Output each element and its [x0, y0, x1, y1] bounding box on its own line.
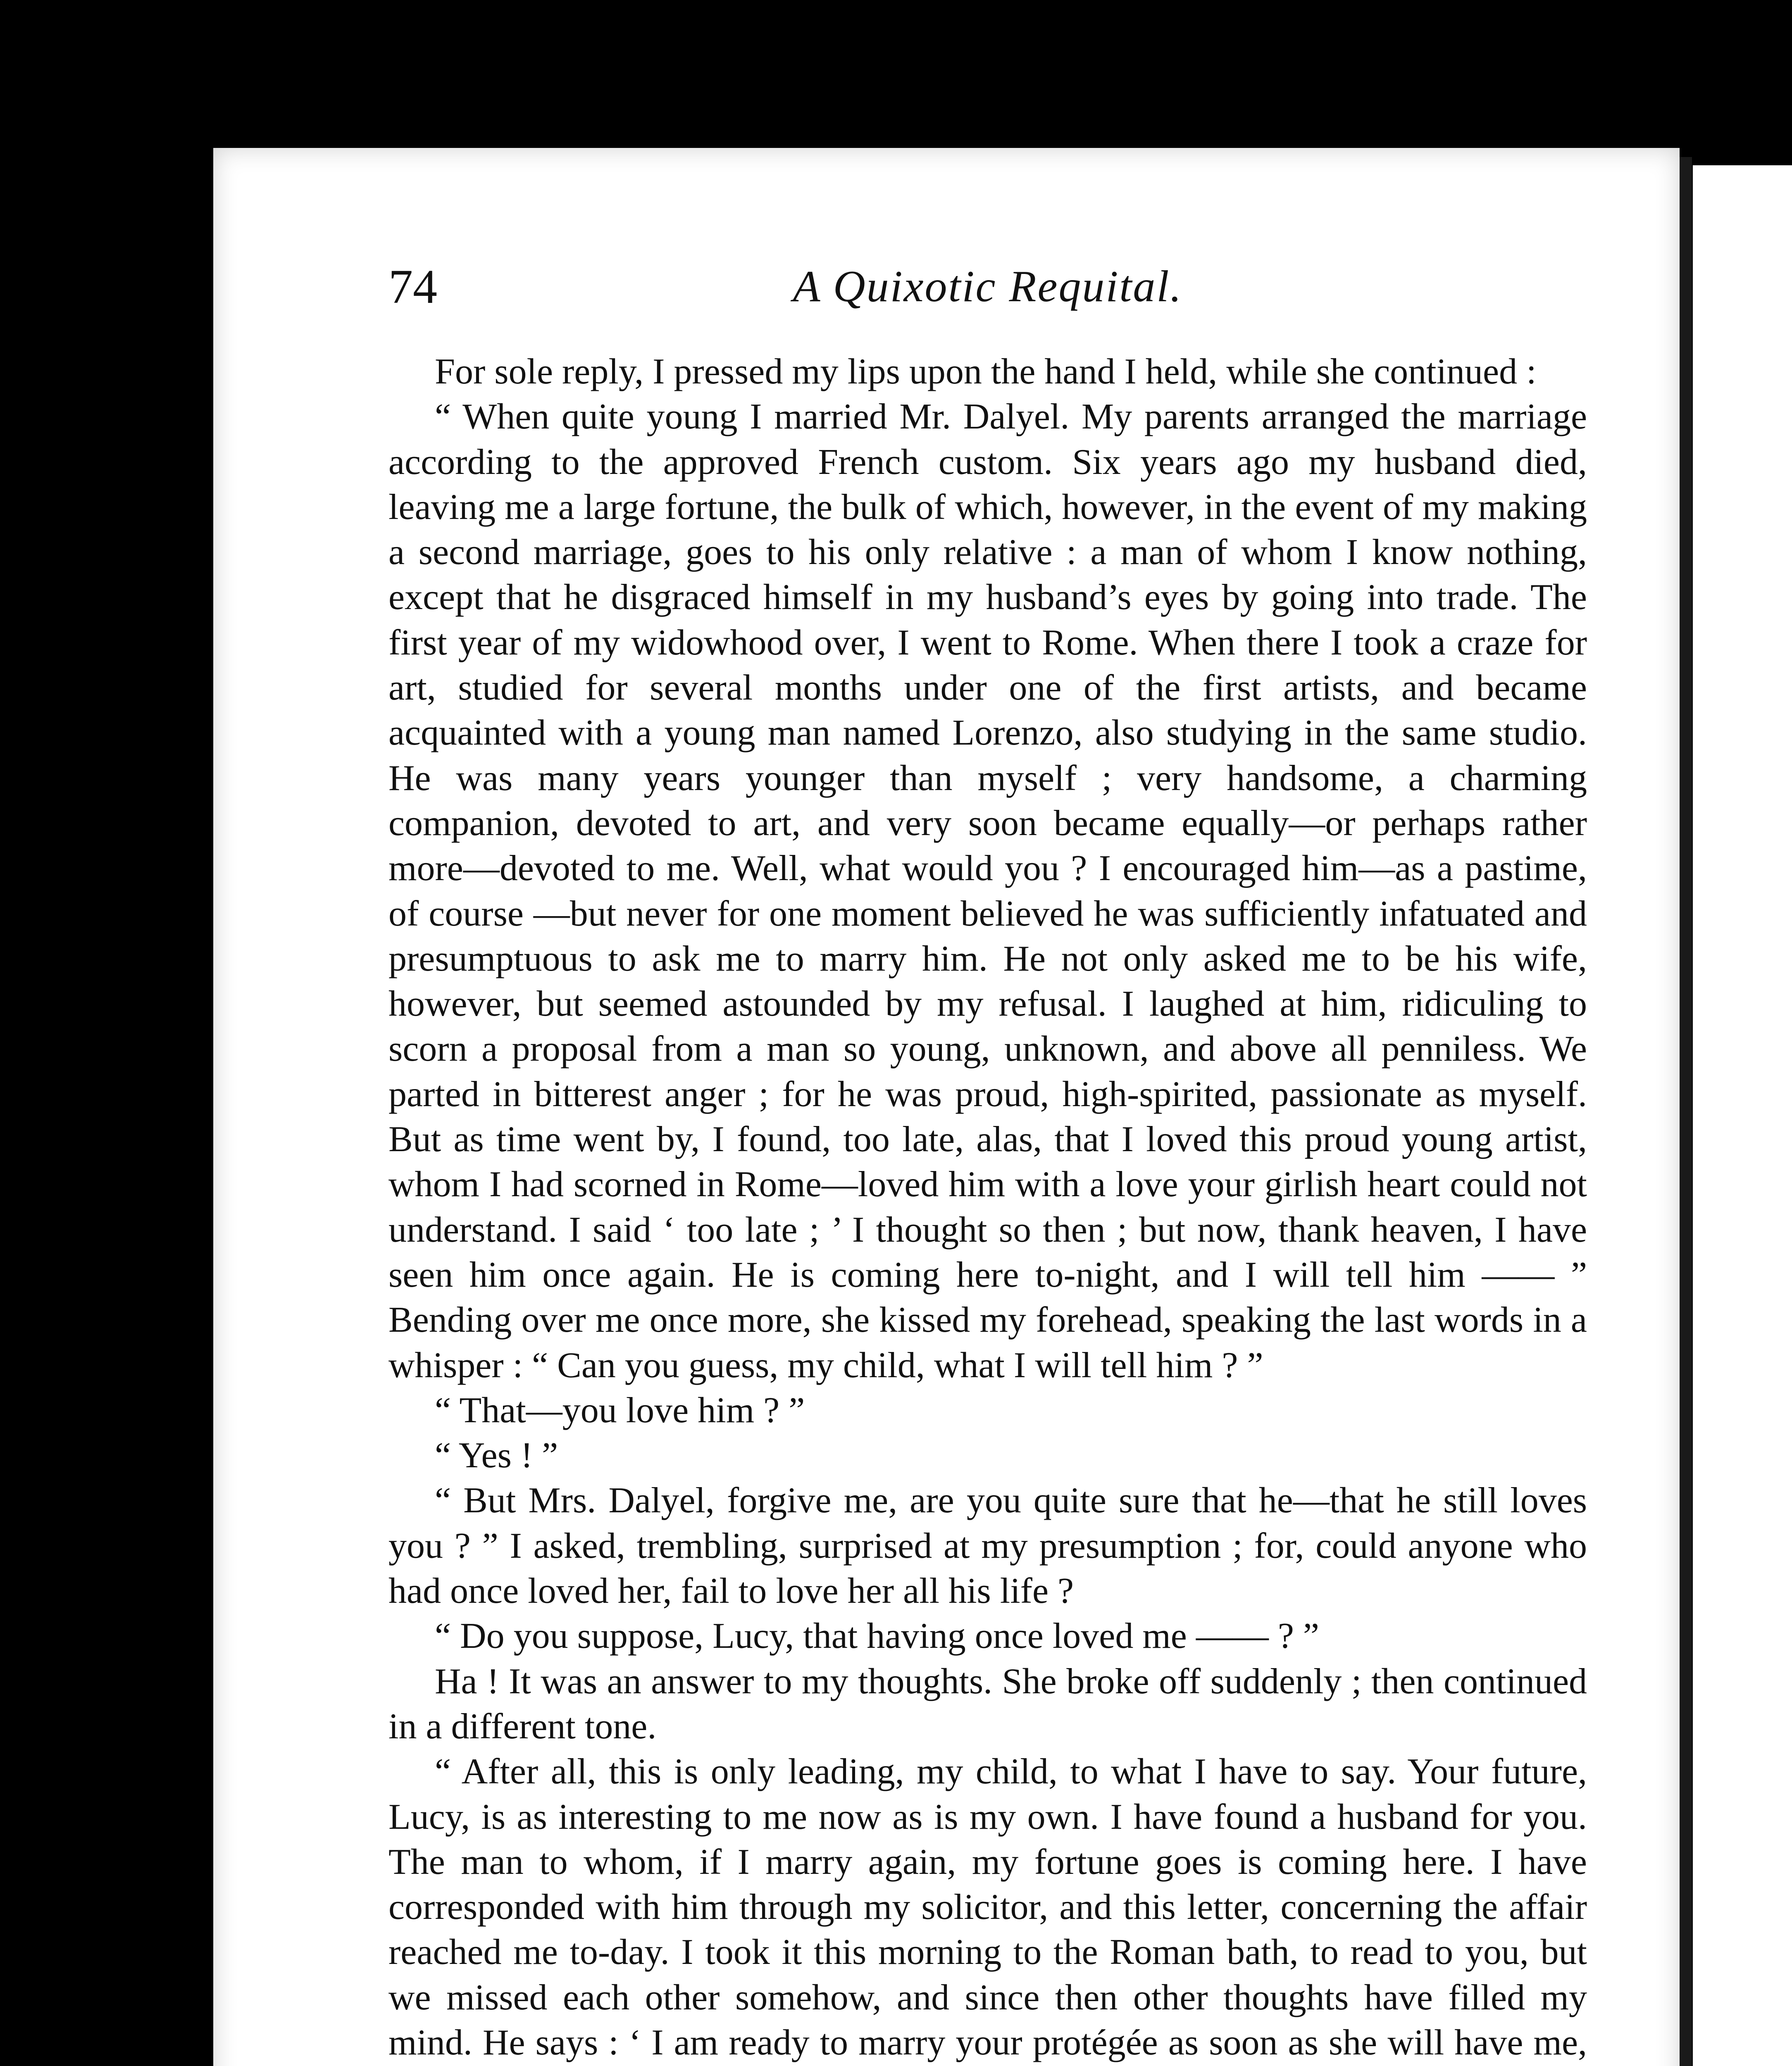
page-header: [388, 250, 1587, 324]
paragraph: Ha ! It was an answer to my thoughts. She broke off suddenly ; then continued in a different tone.: [388, 1661, 1587, 1747]
paragraph: “ When quite young I married Mr. Dalyel. My parents arranged the marriage according to the approved French custom. Six years ago my husband died, leaving me a large fortune, the bulk of which, however, in the event of my making a second marriage, goes to his only relative : a man of whom I know nothing, except that he disgraced himself in my husband’s eyes by going into trade. The first year of my widowhood over, I went to Rome. When there I took a craze for art, studied for several months under one of the first artists, and became acquainted with a young man named Lorenzo, also studying in the same studio. He was many years younger than myself ; very handsome, a charming companion, devoted to art, and very soon became equally—or perhaps rather more—devoted to me. Well, what would you ? I encouraged him—as a pastime, of course —but never for one moment believed he was sufficiently infatuated and presumptuous to ask me to marry him. He not only asked me to be his wife, however, but seemed astounded by my refusal. I laughed at him, ridiculing to scorn a proposal from a man so young, unknown, and above all penniless. We parted in bitterest anger ; for he was proud, high-spirited, passionate as myself. But as time went by, I found, too late, alas, that I loved this proud young artist, whom I had scorned in Rome—loved him with a love your girlish heart could not understand. I said ‘ too late ; ’ I thought so then ; but now, thank heaven, I have seen him once again. He is coming here to-night, and I will tell him —— ” Bending over me once more, she kissed my forehead, speaking the last words in a whisper : “ Can you guess, my child, what I will tell him ? ”: [388, 397, 1587, 1385]
paragraph: “ But Mrs. Dalyel, forgive me, are you quite sure that he—that he still loves you ? ” I asked, trembling, surprised at my presumption ; for, could anyone who had once loved her, fail to love her all his life ?: [388, 1480, 1587, 1611]
page-body: [388, 349, 1587, 2066]
paragraph: “ After all, this is only leading, my child, to what I have to say. Your future, Lucy, is as interesting to me now as is my own. I have found a husband for you. The man to whom, if I marry again, my fortune goes is coming here. I have corresponded with him through my solicitor, and this letter, concerning the affair reached me to-day. I took it this morning to the Roman bath, to read to you, but we missed each other somehow, and since then other thoughts have filled my mind. He says : ‘ I am ready to marry your protégée as soon as she will have me,: [388, 1752, 1587, 2063]
paragraph: “ Do you suppose, Lucy, that having once loved me —— ? ”: [435, 1616, 1319, 1657]
running-title: A Quixotic Requital.: [793, 262, 1183, 311]
page-number: 74: [388, 259, 437, 314]
paragraph: “ That—you love him ? ”: [435, 1390, 805, 1430]
page-gutter-edge: [1680, 157, 1692, 2066]
paragraph: “ Yes ! ”: [435, 1435, 558, 1476]
facing-page-edge: [1693, 165, 1792, 2066]
paragraph: For sole reply, I pressed my lips upon the hand I held, while she continued :: [435, 352, 1537, 392]
